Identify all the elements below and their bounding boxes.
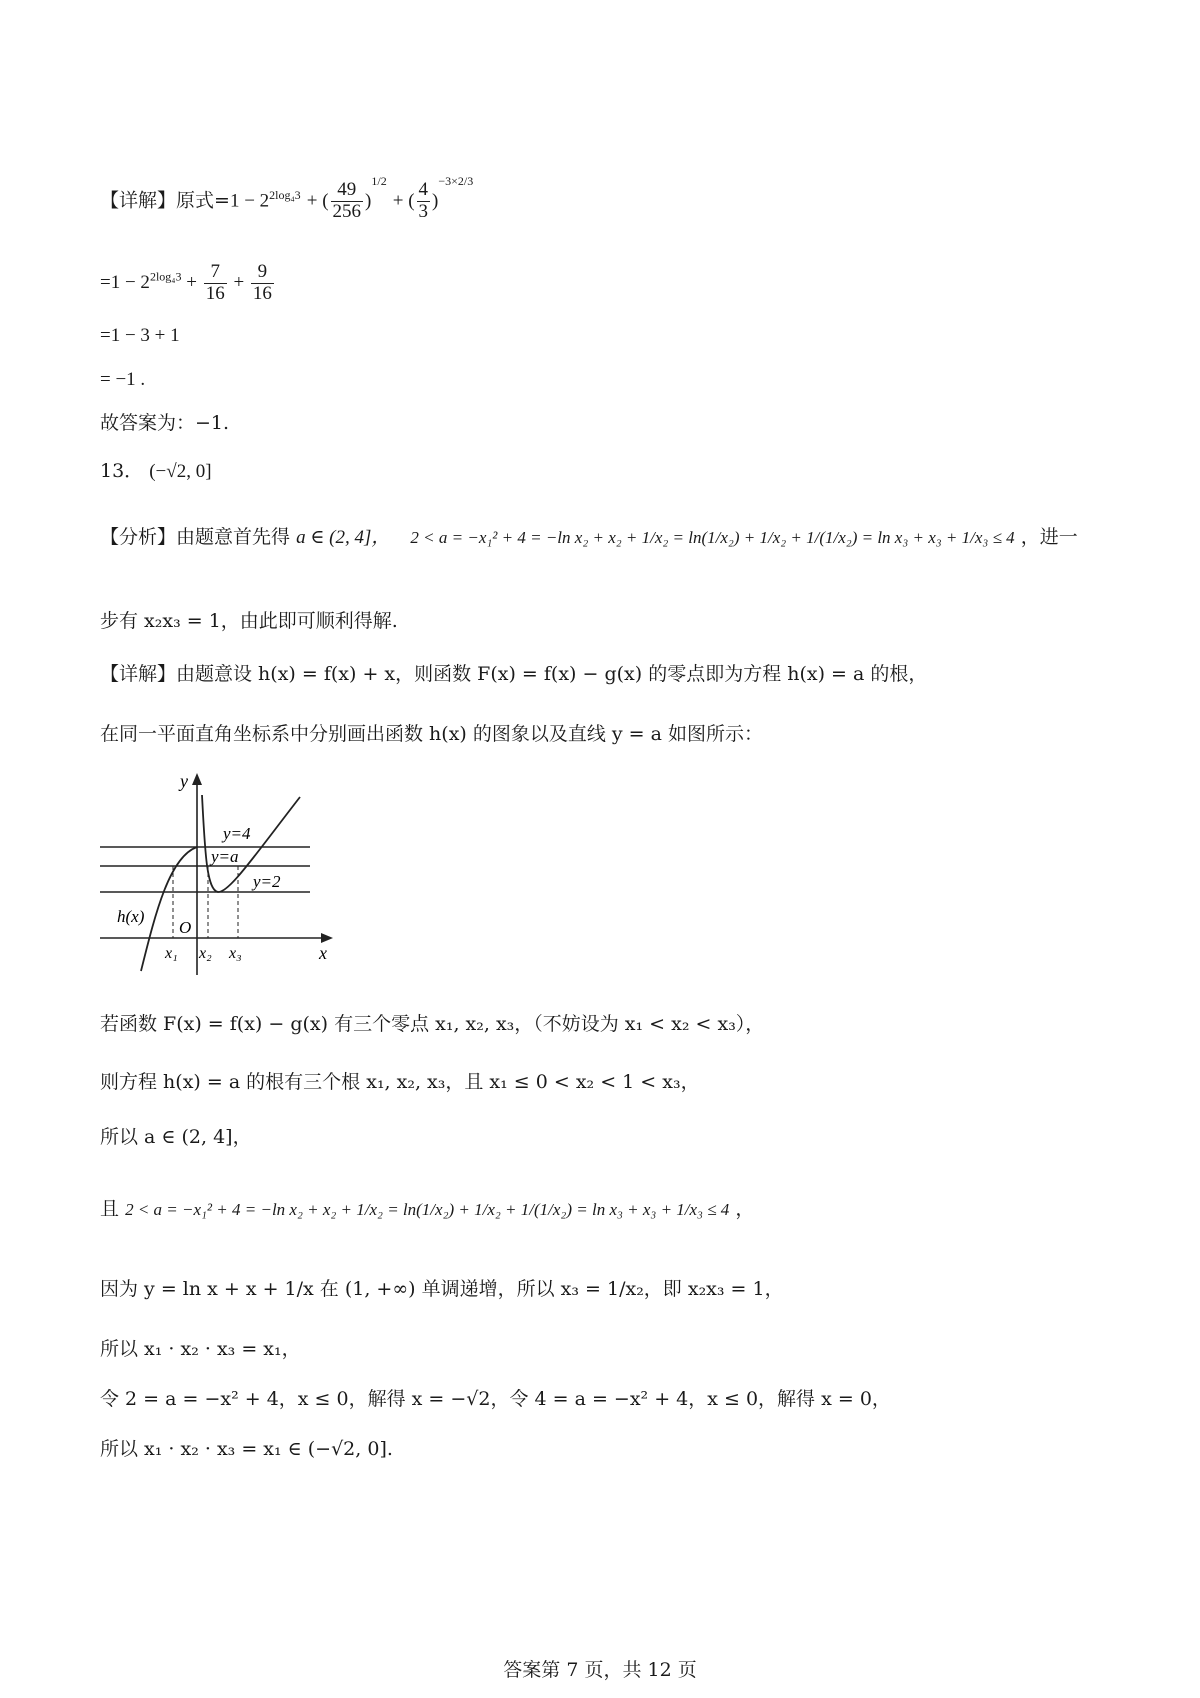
detail12-line4: = −1 . bbox=[100, 369, 146, 390]
label-x3: x₃ bbox=[229, 945, 242, 962]
q13-line-f4: 且 2 < a = −x₁² + 4 = −ln x₂ + x₂ + 1/x₂ = ln(1/x₂) + 1/x₂ + 1/(1/x₂) = ln x₃ + x₃ + 1/x₃ ≤ 4 ， bbox=[100, 1198, 755, 1220]
x-axis-label: x bbox=[319, 943, 327, 963]
origin-label: O bbox=[179, 918, 192, 937]
q13-line-f6: 所以 x₁ · x₂ · x₃ = x₁， bbox=[100, 1338, 301, 1360]
q13-detail-line2: 在同一平面直角坐标系中分别画出函数 h(x) 的图象以及直线 y = a 如图所示： bbox=[100, 723, 763, 745]
q13-line-f1: 若函数 F(x) = f(x) − g(x) 有三个零点 x₁, x₂, x₃，（不妨设为 x₁ < x₂ < x₃）， bbox=[100, 1013, 765, 1035]
detail12-answer: 故答案为：−1. bbox=[100, 412, 230, 434]
label-ya: y=a bbox=[211, 847, 239, 866]
q13-analysis-line2: 步有 x₂x₃ = 1，由此即可顺利得解. bbox=[100, 610, 398, 632]
q13-line-f2: 则方程 h(x) = a 的根有三个根 x₁, x₂, x₃，且 x₁ ≤ 0 < x₂ < 1 < x₃， bbox=[100, 1071, 700, 1093]
label-y2: y=2 bbox=[253, 872, 281, 891]
page-footer: 答案第 7 页，共 12 页 bbox=[503, 1659, 697, 1681]
q13-line-f8: 所以 x₁ · x₂ · x₃ = x₁ ∈ (−√2, 0]. bbox=[100, 1438, 393, 1460]
q13-number: 13． bbox=[100, 460, 144, 482]
q13-header bbox=[100, 462, 212, 481]
analysis-tag: 【分析】 bbox=[100, 526, 177, 548]
label-x1: x₁ bbox=[165, 945, 178, 962]
q13-detail-line1: 【详解】由题意设 h(x) = f(x) + x，则函数 F(x) = f(x) − g(x) 的零点即为方程 h(x) = a 的根， bbox=[100, 663, 928, 685]
x-axis-arrow bbox=[321, 933, 333, 943]
q13-line-f5: 因为 y = ln x + x + 1/x 在 (1, +∞) 单调递增，所以 x₃ = 1/x₂，即 x₂x₃ = 1， bbox=[100, 1278, 784, 1300]
label-y4: y=4 bbox=[223, 824, 251, 843]
q13-analysis: 【分析】由题意首先得 a ∈ (2, 4]， 2 < a = −x₁² + 4 = −ln x₂ + x₂ + 1/x₂ = ln(1/x₂) + 1/x₂ + 1/(1/x₂) = ln x₃ + x₃ + 1/x₃ ≤ 4 ，进一 bbox=[100, 526, 1078, 548]
y-axis-label: y bbox=[180, 771, 188, 791]
detail12-line1: 【详解】原式$=1 - 2^{2log_43}$ + ( $\frac{49}{256}$ )$^{1/2}$ + ( $\frac{4}{3}$ )$^{-3\times 2/3}$ bbox=[100, 174, 474, 222]
detail-tag: 【详解】 bbox=[100, 189, 177, 212]
q13-line-f7: 令 2 = a = −x² + 4，x ≤ 0，解得 x = −√2，令 4 = a = −x² + 4，x ≤ 0，解得 x = 0， bbox=[100, 1388, 891, 1410]
y-axis-arrow bbox=[192, 773, 202, 785]
detail-tag: 【详解】 bbox=[100, 663, 177, 685]
detail12-line3: =1 − 3 + 1 bbox=[100, 325, 180, 346]
q13-line-f3: 所以 a ∈ (2, 4]， bbox=[100, 1126, 252, 1148]
q13-answer: (−√2, 0] bbox=[149, 461, 212, 482]
label-hx: h(x) bbox=[117, 907, 145, 926]
function-graph bbox=[95, 765, 355, 995]
detail12-line2: $=1 - 2^{2log_43}$ + $\frac{7}{16}$ + $\frac{9}{16}$ bbox=[100, 261, 272, 304]
curve-right bbox=[202, 795, 300, 892]
label-x2: x₂ bbox=[199, 945, 212, 962]
